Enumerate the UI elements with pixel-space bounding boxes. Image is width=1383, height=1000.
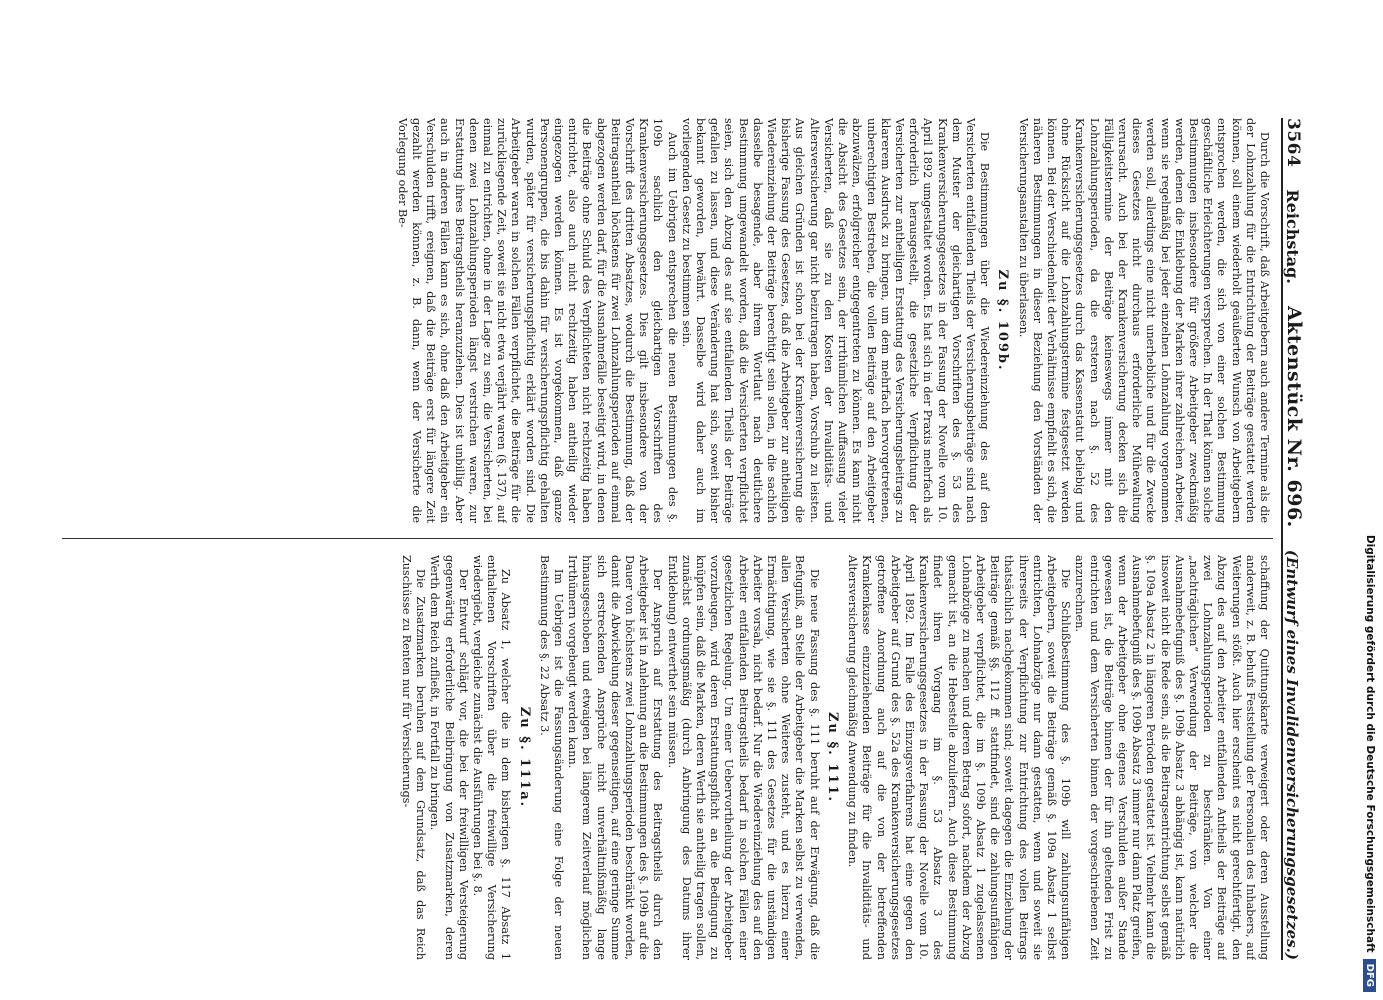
page-number: 3564 bbox=[1283, 118, 1303, 168]
paragraph: Auch im Uebrigen entsprechen die neuen Bestimmungen des §. 109b sachlich den gleichartigen Vorschriften des Krankenversicherungsgesetzes. Dies gilt insbesondere von der Vorschrift des dritten Absatzes, wodurch die Bestimmung, daß der Beitragsantheil höchstens für zwei Lohnzahlungsperioden auf einmal abgezogen werden darf, für die Ausnahmefälle beseitigt wird, in denen die Beiträge ohne Schuld des Verpflichteten nicht rechtzeitig haben entrichtet, also auch nicht rechtzeitig haben antheilig wieder eingezogen werden können. Es ist vorgekommen, daß ganze Personengruppen, die bis dahin für versicherungspflichtig gehalten wurden, später für versicherungspflichtig erklärt worden sind. Die Arbeitgeber waren in solchen Fällen verpflichtet, die Beiträge für die zurückliegende Zeit, soweit sie nicht etwa verjährt waren (§. 137), auf einmal zu entrichten, ohne in der Lage zu sein, die Versicherten, bei denen zwei Lohnzahlungsperioden längst verstrichen waren, zur Erstattung ihres Beitragstheils heranzuziehen. Dies ist unbillig. Aber auch in anderen Fällen kann es sich, ohne daß den Arbeitgeber ein Verschulden trifft, ereignen, daß die Beiträge erst für längere Zeit gezahlt werden können, z. B. dann, wenn der Versicherte die Vorlegung oder Be- bbox=[395, 118, 679, 523]
header-document-number: Aktenstück Nr. 696. bbox=[1283, 305, 1305, 528]
paragraph: Der Entwurf schlägt vor, die bei der freiwilligen Versteigerung gegenwärtig erforderliche Beibringung von Zusatzmarken, deren Werth dem Reich zufließt, in Fortfall zu bringen. bbox=[428, 555, 470, 960]
section-heading: Zu §. 111a. bbox=[516, 706, 532, 809]
document-page bbox=[62, 118, 1317, 960]
section-heading: Zu §. 109b. bbox=[995, 269, 1011, 372]
column-divider bbox=[62, 538, 1273, 539]
header-left: Reichstag. bbox=[1283, 189, 1302, 284]
text-column-right bbox=[62, 555, 1271, 960]
dfg-logo: DFG bbox=[1364, 959, 1377, 992]
paragraph: Die Schlußbestimmung des §. 109b will zahlungsunfähigen Arbeitgebern, soweit die Beiträge gemäß §. 109a Absatz 1 selbst entrichten, Lohnabzüge nur dann gestatten, wenn und soweit sie ihrerseits der Verpflichtung zur Entrichtung des vollen Beitrags thatsächlich nachgekommen sind; soweit dagegen die Einziehung der Beiträge gemäß §§. 112 ff. stattfindet, sind die zahlungsunfähigen Arbeitgeber verpflichtet, die im §. 109b Absatz 1 zugelassenen Lohnabzüge zu machen und deren Betrag sofort, nachdem der Abzug gemacht ist, an die Hebestelle abzuliefern. Auch diese Bestimmung findet ihren Vorgang im §. 53 Absatz 3 des Krankenversicherungsgesetzes in der Fassung der Novelle vom 10. April 1892. Im Falle des Einzugsverfahrens hat eine gegen den Arbeitgeber auf Grund des §. 52a des Krankenversicherungsgesetzes getroffene Anordnung auch auf die von der betreffenden Krankenkasse einzuziehenden Beiträge für die Invaliditäts- und Altersversicherung gleichmäßig Anwendung zu finden. bbox=[846, 555, 1073, 960]
text-column-left bbox=[62, 118, 1271, 523]
digitization-stamp-text: Digitalisierung gefördert durch die Deutsche Forschungsgemeinschaft bbox=[1364, 534, 1376, 953]
section-heading: Zu §. 111. bbox=[824, 712, 840, 803]
paragraph: Zu Absatz 1, welcher die in dem bisherigen §. 117 Absatz 1 enthaltenen Vorschriften über die freiwillige Versicherung wiedergiebt, vergleiche zunächst die Ausführungen bei §. 8. bbox=[471, 555, 513, 960]
paragraph: Der Anspruch auf Erstattung des Beitragstheils durch den Arbeitgeber ist in Anlehnung an die Bestimmungen des §. 109b auf die Dauer von höchstens zwei Lohnzahlungsperioden beschränkt worden, damit die Abwickelung dieser gegenseitigen, auf eine geringe Summe sich erstreckenden Ansprüche nicht unverhältnißmäßig lange hinausgeschoben und etwaigen bei längerem Zeitverlauf möglichen Irrthümern vorgebeugt werden kann. bbox=[566, 555, 665, 960]
header-title: (Entwurf eines Invalidenversicherungsgesetzes.) bbox=[1283, 549, 1301, 960]
page-header bbox=[1281, 118, 1317, 960]
paragraph: Durch die Vorschrift, daß Arbeitgebern auch andere Termine als die der Lohnzahlung für die Entrichtung der Beiträge gestattet werden können, soll einem wiederholt geäußerten Wunsch von Arbeitgebern entsprochen werden, die sich von einer solchen Bestimmung geschäftliche Erleichterungen versprechen. In der That können solche Bestimmungen insbesondere für größere Arbeitgeber zweckmäßig werden, denen die Einklebung der Marken ihrer zahlreichen Arbeiter, wenn sie regelmäßig bei jeder einzelnen Lohnzahlung vorgenommen werden soll, allerdings eine nicht unerhebliche und für die Zwecke dieses Gesetzes nicht durchaus erforderliche Mühewaltung verursacht. Auch bei der Krankenversicherung decken sich die Fälligkeitstermine der Beiträge keineswegs immer mit den Lohnzahlungsperioden, da die ersteren nach §. 52 des Krankenversicherungsgesetzes durch das Kassenstatut beliebig und ohne Rücksicht auf die Lohnzahlungstermine festgesetzt werden können. Bei der Verschiedenheit der Verhältnisse empfiehlt es sich, die näheren Bestimmungen in dieser Beziehung den Vorständen der Versicherungsanstalten zu überlassen. bbox=[1016, 118, 1271, 523]
paragraph: schaffung der Quittungskarte verweigert oder deren Ausstellung anderweit, z. B. behufs Feststellung der Personalien des Inhabers, auf Weiterungen stößt. Auch hier erscheint es nicht gerechtfertigt, den Abzug des auf den Arbeiter entfallenden Antheils der Beiträge auf zwei Lohnzahlungsperioden zu beschränken. Von einer „nachträglichen“ Verwendung der Beiträge, von welcher die Ausnahmebefugniß des §. 109b Absatz 3 abhängig ist, kann natürlich insoweit nicht die Rede sein, als die Beitragsentrichtung selbst gemäß §. 109a Absatz 2 in längeren Perioden gestattet ist. Vielmehr kann die Ausnahmebefugniß des §. 109b Absatz 3 immer nur dann Platz greifen, wenn der Arbeitgeber ohne eigenes Verschulden außer Stande gewesen ist, die Beiträge binnen der für ihn geltenden Frist zu entrichten und dem Versicherten binnen der vorgeschriebenen Zeit anzurechnen. bbox=[1073, 555, 1271, 960]
paragraph: Die neue Fassung des §. 111 beruht auf der Erwägung, daß die Befugniß, an Stelle der Arbeitgeber die Marken selbst zu verwenden, allen Versicherten ohne Weiteres zusteht, und es hierzu einer Ermächtigung, wie sie §. 111 des Gesetzes für die unständigen Arbeiter vorsah, nicht bedarf. Nur die Wiedereinziehung des auf den Arbeiter entfallenden Beitragstheils bedarf in solchen Fällen einer gesetzlichen Regelung. Um einer Uebervortheilung der Arbeitgeber vorzubeugen, wird deren Erstattungspflicht an die Bedingung zu knüpfen sein, daß die Marken, deren Werth sie antheilig tragen sollen, zunächst ordnungsmäßig (durch Anbringung des Datums ihrer Entklebung) entwerthet sein müssen. bbox=[665, 555, 821, 960]
paragraph: Die Bestimmungen über die Wiedereinziehung des auf den Versicherten entfallenden Theils der Versicherungsbeiträge sind nach dem Muster der gleichartigen Vorschriften des §. 53 des Krankenversicherungsgesetzes in der Fassung der Novelle vom 10. April 1892 umgestaltet worden. Es hat sich in der Praxis mehrfach als erforderlich herausgestellt, die gesetzliche Verpflichtung der Versicherten zur antheiligen Erstattung des Versicherungsbeitrags zu klarerem Ausdruck zu bringen, um dem mehrfach hervorgetretenen, unberechtigten Bestreben, die vollen Beiträge auf den Arbeitgeber abzuwälzen, erfolgreicher entgegentreten zu können. Es kann nicht die Absicht des Gesetzes sein, der irrthümlichen Auffassung vieler Versicherten, daß sie zu den Kosten der Invaliditäts- und Altersversicherung gar nicht beizutragen haben, Vorschub zu leisten. Aus gleichen Gründen ist schon bei der Krankenversicherung die bisherige Fassung des Gesetzes, daß die Arbeitgeber zur antheiligen Wiedereinziehung der Beiträge berechtigt sein sollen, in die sachlich dasselbe besagende, aber ihrem Wortlaut nach deutlichere Bestimmung umgewandelt worden, daß die Versicherten verpflichtet seien, sich den Abzug des auf sie entfallenden Theils der Beiträge gefallen zu lassen, und diese Veränderung hat sich, soweit bisher bekannt geworden, bewährt. Dasselbe wird daher auch im vorliegenden Gesetz zu bestimmen sein. bbox=[679, 118, 992, 523]
paragraph: Im Uebrigen ist die Fassungsänderung eine Folge der neuen Bestimmung des §. 22 Absatz 3. bbox=[537, 555, 566, 960]
digitization-stamp bbox=[1357, 0, 1383, 1000]
paragraph: Die Zusatzmarken beruhen auf dem Grundsatz, daß das Reich Zuschüsse zu Renten nur für Versicherungs- bbox=[400, 555, 428, 960]
